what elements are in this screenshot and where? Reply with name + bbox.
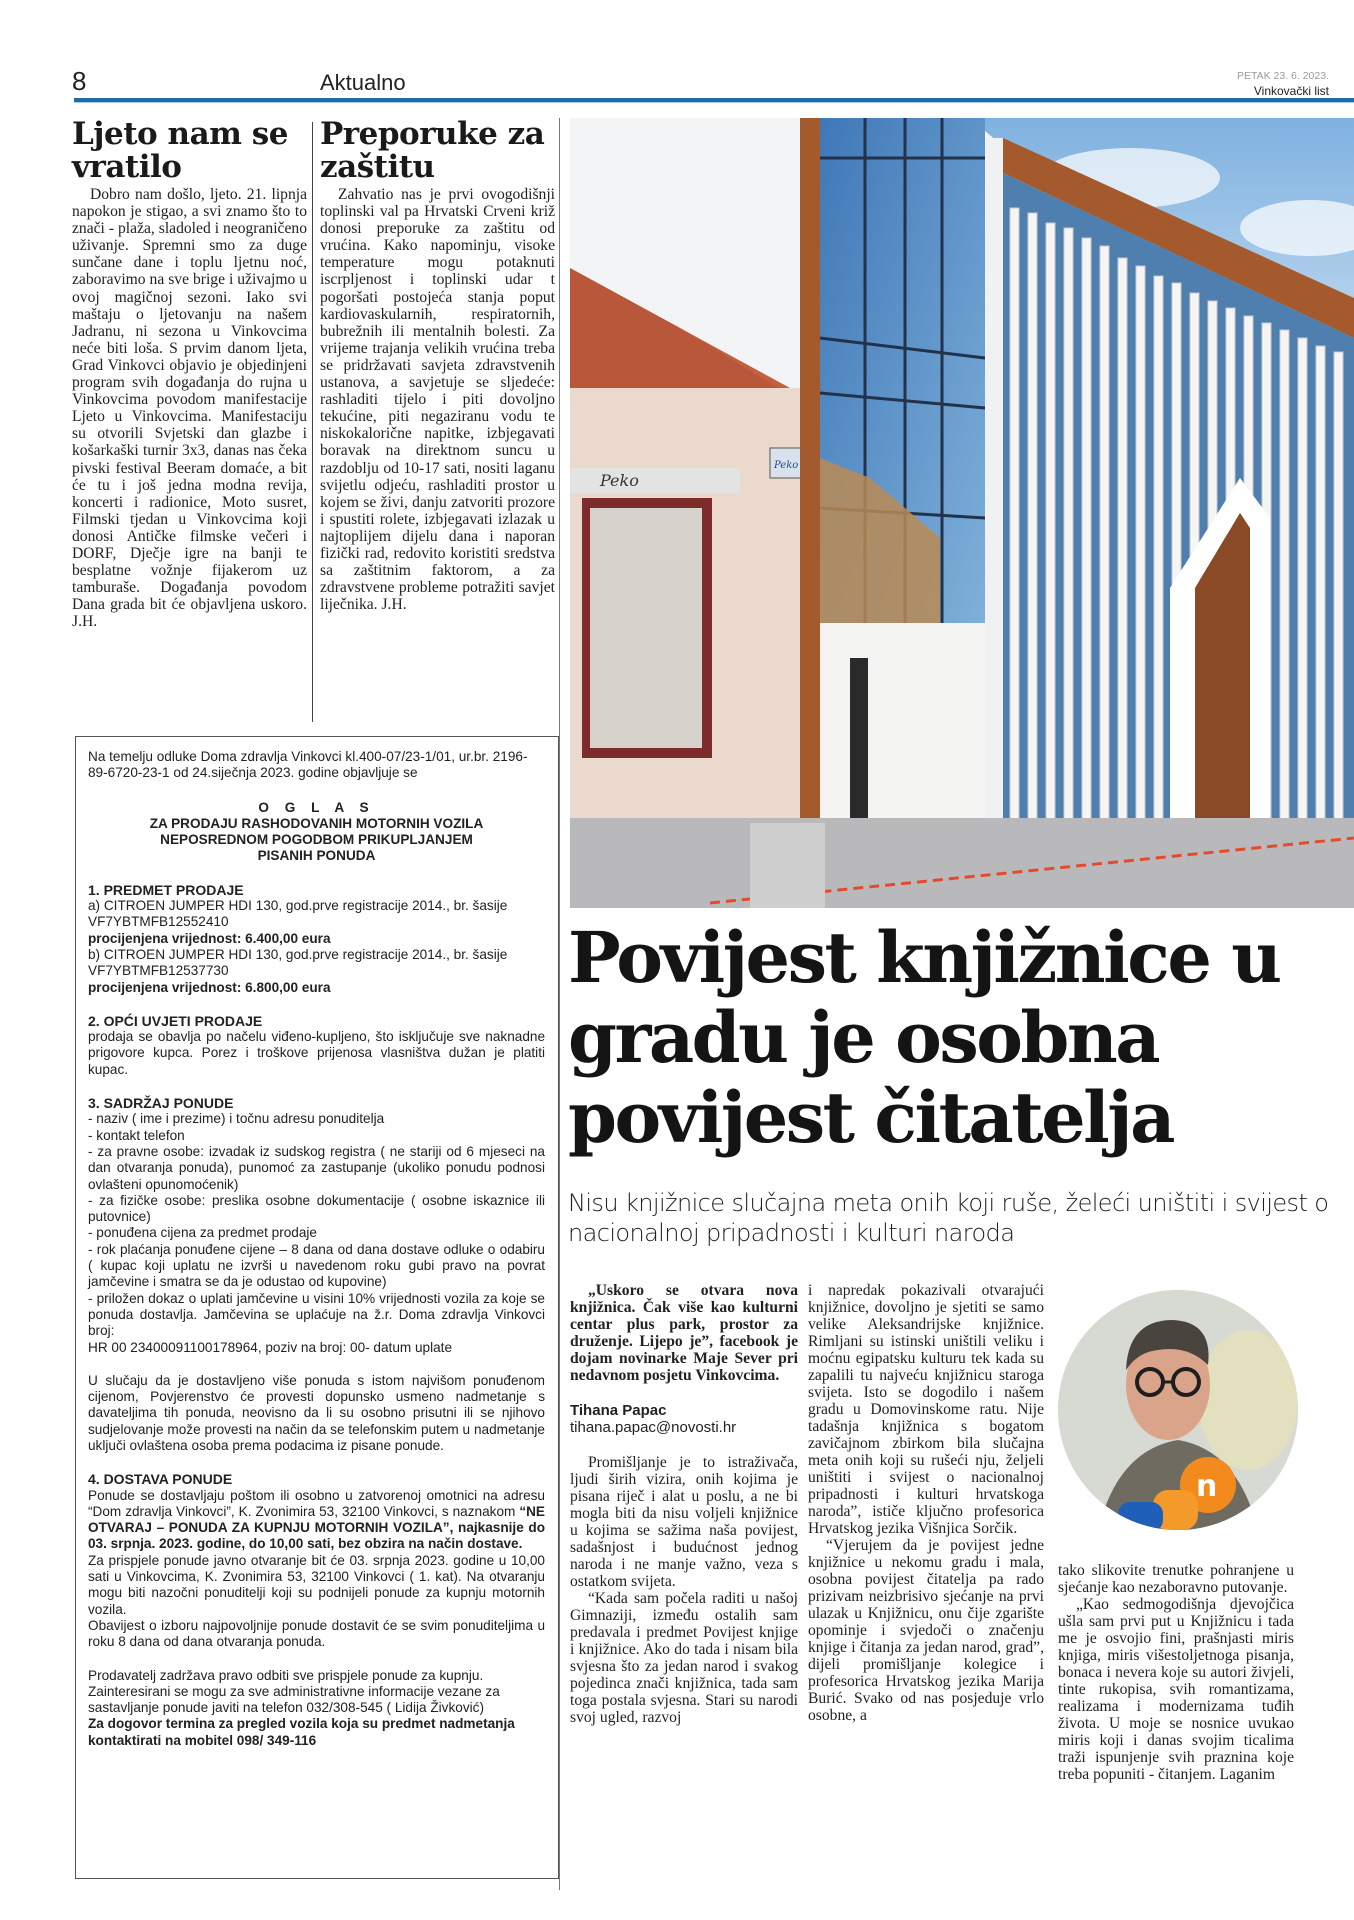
ad-section-2-heading: 2. OPĆI UVJETI PRODAJE [88, 1012, 263, 1029]
ad-opening-text: Za prispjele ponude javno otvaranje bit će 03. srpnja 2023. godine u 10,00 sati u Vinkovcima, K. Zvonimira 53, 32100 Vinkovci ( 1. kat). Na otvaranju mogu biti nazočni ponuditelji koji su podnijeli ponude za kupnju motornih vozila. [88, 1552, 545, 1617]
ad-item: - ponuđena cijena za predmet prodaje [88, 1225, 317, 1241]
article-column-1 [570, 1282, 798, 1726]
ad-notice-text: Obavijest o izboru najpovoljnije ponude dostavit će se svim ponuditeljima u roku 8 dana od dana otvaranja ponuda. [88, 1617, 545, 1650]
header-rule-light [74, 102, 1354, 103]
library-photo [570, 118, 1354, 908]
ad-item: - za fizičke osobe: preslika osobne dokumentacije ( osobne iskaznice ili putovnice) [88, 1192, 545, 1225]
ad-delivery-bold: “NE OTVARAJ – PONUDA ZA KUPNJU MOTORNIH VOZILA”, najkasnije do 03. srpnja. 2023. godine, do 10,00 sati, bez obzira na način dostave. [88, 1503, 545, 1552]
brief-summer-body: Dobro nam došlo, ljeto. 21. lipnja napokon je stigao, a svi znamo što to znači - plaža, sladoled i neograničeno uživanje. Spremni smo za duge sunčane dane i toplu ljetnu noć, zaboravimo na sve brige i uživajmo u ovoj magičnoj sezoni. Iako svi maštaju o ljetovanju na našem Jadranu, ni sezona u Vinkovcima neće biti loša. S prvim danom ljeta, Grad Vinkovci objavio je objedinjeni program svih događanja do rujna u Vinkovcima povodom manifestacije Ljeto u Vinkovcima. Manifestaciju su otvorili Svjetski dan glazbe i košarkaški turnir 3x3, danas nas čeka pivski festival Beeram domaće, a bit će tu i još jedna modna revija, koncerti i radionice, Moto susret, Filmski tjedan u Vinkovcima koji donosi Antičke filmske večeri i DORF, Dječje igre na banji te besplatne vožnje fijakerom uz tamburaše. Događanja povodom Dana grada bit će objavljena uskoro. J.H. [72, 186, 307, 631]
ad-delivery-start: Ponude se dostavljaju poštom ili osobno u zatvorenoj omotnici na adresu “Dom zdravlja Vinkovci”, K. Zvonimira 53, 32100 Vinkovci, s naznakom [88, 1487, 545, 1519]
article-paragraph: Promišljanje je to istraživača, ljudi širih vizira, onih kojima je pisana riječ i alat u poslu, a ne bi mogla biti da nisu voljeli knjižnice u kojima se sažima naša povijest, sadašnjost i budućnost jednog naroda i ne manje važno, veza s ostatkom svijeta. [570, 1454, 798, 1590]
ad-title-line-4: PISANIH PONUDA [257, 848, 376, 864]
ad-item: - kontakt telefon [88, 1127, 185, 1143]
newspaper-name: Vinkovački list [1253, 84, 1329, 98]
ad-section-4-heading: 4. DOSTAVA PONUDE [88, 1471, 233, 1488]
brief-summer [72, 118, 307, 630]
svg-text:Peko: Peko [600, 471, 639, 490]
svg-text:n: n [1196, 1469, 1218, 1504]
brief-summer-title: Ljeto nam se vratilo [72, 116, 288, 185]
ad-item: - naziv ( ime i prezime) i točnu adresu ponuditelja [88, 1111, 385, 1127]
ad-title-line-3: NEPOSREDNOM POGODBOM PRIKUPLJANJEM [160, 832, 473, 848]
ad-item: - rok plaćanja ponuđene cijene – 8 dana od dana dostave odluke o odabiru ( kupac koji uplatu ne izvrši u navedenom roku gubi pravo na povrat jamčevine i smatra se da je odustao od kupovine) [88, 1241, 545, 1290]
article-paragraph: “Vjerujem da je povijest jedne knjižnice u nekomu gradu i mala, osobna povijest čitatelja pa rado prizivam neizbrisivo sjećanje na prvi ulazak u Knjižnicu, onu čije zgarište opominje i svjedoči o značenju knjige i čitanja za jedan narod, grad”, dijeli promišljanje kolegice i profesorica Hrvatskog jezika Marija Burić. Svako od nas posjeduje vrlo osobne, a [808, 1537, 1044, 1724]
portrait-illustration [1058, 1290, 1298, 1530]
brief-protection [320, 118, 555, 613]
article-paragraph: i napredak pokazivali otvarajući knjižnice, dovoljno je sjetiti se samo velike Aleksandrijske knjižnice. Rimljani su istinski uništili veliku i moćnu egipatsku kulturu tek kada su zapalili tu najveću knjižnicu staroga svijeta. Isto se dogodilo i našem gradu u Domovinskome ratu. Nije tadašnja knjižnica s bogatom zavičajnom zbirkom bila slučajna meta onih koji su rušeći nju, željeli uništiti i svijest o nacionalnoj pripadnosti i kulturi hrvatskoga naroda”, ističe ključno profesorica Hrvatskog jezika Višnjica Sorčik. [808, 1282, 1044, 1537]
ad-bank-account: HR 00 23400091100178964, poziv na broj: 00- datum uplate [88, 1339, 453, 1355]
vehicle-b: b) CITROEN JUMPER HDI 130, god.prve registracije 2014., br. šasije VF7YBTMFB12537730 [88, 946, 508, 979]
ad-delivery-text [88, 1488, 545, 1553]
ad-section-1 [88, 882, 545, 996]
author-email[interactable]: tihana.papac@novosti.hr [570, 1419, 737, 1436]
column-divider [312, 122, 313, 722]
section-title: Aktualno [320, 70, 406, 95]
article-paragraph: “Kada sam počela raditi u našoj Gimnaziji, između ostalih sam predavala i predmet Povijest knjige i knjižnice. Ako do tada i nisam bila svjesna što za jedan narod i svakog pojedinca znači knjižnica, tada sam toga postala svjesna. Stari su narodi svoj ugled, razvoj [570, 1590, 798, 1726]
article-paragraph: „Kao sedmogodišnja djevojčica ušla sam prvi put u Knjižnicu i tada me je osvojio fini, prašnjasti miris knjiga, miris višestoljetnoga pisanja, bonaca i nevera koje su autori živjeli, tinte rukopisa, svih romantizama, realizama i modernizama tuđih života. U moje se nosnice uvukao miris koji i danas svojim ticalima traži ispunjenje svih praznina koje treba popuniti - čitanjem. Laganim [1058, 1596, 1294, 1783]
ad-closing [88, 1668, 545, 1749]
page-number: 8 [72, 66, 87, 96]
author-name: Tihana Papac [570, 1402, 667, 1419]
vehicle-a-value: procijenjena vrijednost: 6.400,00 eura [88, 930, 331, 946]
classified-ad [75, 736, 559, 1879]
vehicle-b-value: procijenjena vrijednost: 6.800,00 eura [88, 979, 331, 995]
brief-protection-body: Zahvatio nas je prvi ovogodišnji toplinski val pa Hrvatski Crveni križ donosi preporuke za zaštitu od vrućina. Kako napominju, visoke temperature mogu potaknuti iscrpljenost i toplinski udar t pogoršati postojeća stanja poput kardiovaskularnih, respiratornih, bubrežnih ili mentalnih bolesti. Za vrijeme trajanja velikih vrućina treba se pridržavati savjeta zdravstvenih ustanova, a savjetuje se sljedeće: rashladiti tijelo i piti dovoljno tekućine, piti negaziranu vodu te niskokalorične napitke, izbjegavati boravak na direktnom suncu u razdoblju od 10-17 sati, nositi laganu svijetlu odjeću, rashladiti prostor u kojem se živi, danju zatvoriti prozore i spustiti rolete, izbjegavati izlazak u najtoplijem dijelu dana i naporan fizički rad, redovito koristiti sredstva sa zaštitnim faktorom, a za zdravstvene probleme potražiti savjet liječnika. J.H. [320, 186, 555, 614]
ad-closing-2: Zainteresirani se mogu za sve administrativne informacije vezane za sastavljanje ponude javiti na telefon 032/308-545 ( Lidija Živković) [88, 1683, 500, 1716]
article-paragraph: tako slikovite trenutke pohranjene u sjećanje kao nezaboravno putovanje. [1058, 1562, 1294, 1596]
ad-section-1-heading: 1. PREDMET PRODAJE [88, 881, 244, 898]
ad-section-2-body: prodaja se obavlja po načelu viđeno-kupljeno, što isključuje sve naknadne prigovore kupca. Porez i troškove prijenosa vlasništva dužan je platiti kupac. [88, 1029, 545, 1077]
article-deck: Nisu knjižnice slučajna meta onih koji ruše, želeći uništiti i svijest o nacionalnoj pripadnosti i kulturi naroda [568, 1189, 1329, 1247]
ad-tie-note: U slučaju da je dostavljeno više ponuda s istom najvišom ponuđenom cijenom, Povjerenstvo će provesti dopunsko usmeno nadmetanje s davateljima tih ponuda, neovisno da li su osobno prisutni ili se njihovo sudjelovanje može provesti na način da se telefonskim putem u nadmetanje uključi ovlaštena osoba prema podacima iz pisane ponude. [88, 1372, 545, 1453]
article-frame-rule [559, 118, 560, 1890]
ad-section-3 [88, 1095, 545, 1356]
article-column-3 [1058, 1562, 1294, 1783]
ad-title-oglas: O G L A S [258, 799, 375, 815]
issue-date: PETAK 23. 6. 2023. [1236, 70, 1329, 82]
ad-item: - priložen dokaz o uplati jamčevine u visini 10% vrijednosti vozila za koje se ponuda dostavlja. Jamčevina se uplaćuje na ž.r. Doma zdravlja Vinkovci broj: [88, 1290, 545, 1339]
article-column-2 [808, 1282, 1044, 1724]
ad-section-2 [88, 1013, 545, 1078]
article-headline: Povijest knjižnice u gradu je osobna povijest čitatelja [568, 916, 1280, 1159]
ad-closing-bold: Za dogovor termina za pregled vozila koja su predmet nadmetanja kontaktirati na mobitel 098/ 349-116 [88, 1716, 515, 1748]
brief-protection-title: Preporuke za zaštitu [320, 116, 545, 185]
ad-section-3-heading: 3. SADRŽAJ PONUDE [88, 1095, 234, 1112]
ad-item: - za pravne osobe: izvadak iz sudskog registra ( ne stariji od 6 mjeseci na dan otvaranja ponuda), punomoć za zastupanje (ukoliko ponudu podnosi ovlašteni opunomoćenik) [88, 1143, 545, 1192]
portrait-photo [1058, 1290, 1298, 1530]
library-building-illustration [570, 118, 1354, 908]
article-lead: „Uskoro se otvara nova knjižnica. Čak više kao kulturni centar plus park, prostor za druženje. Lijepo je”, facebook je dojam novinarke Maje Sever pri nedavnom posjetu Vinkovcima. [570, 1282, 798, 1384]
ad-title [88, 800, 545, 865]
ad-title-line-2: ZA PRODAJU RASHODOVANIH MOTORNIH VOZILA [149, 815, 484, 831]
ad-section-4 [88, 1471, 545, 1650]
ad-intro: Na temelju odluke Doma zdravlja Vinkovci kl.400-07/23-1/01, ur.br. 2196-89-6720-23-1 od 24.siječnja 2023. godine objavljuje se [88, 749, 528, 781]
svg-text:Peko: Peko [774, 460, 799, 471]
ad-closing-1: Prodavatelj zadržava pravo odbiti sve prispjele ponude za kupnju. [88, 1667, 484, 1683]
vehicle-a: a) CITROEN JUMPER HDI 130, god.prve registracije 2014., br. šasije VF7YBTMFB12552410 [88, 898, 508, 930]
